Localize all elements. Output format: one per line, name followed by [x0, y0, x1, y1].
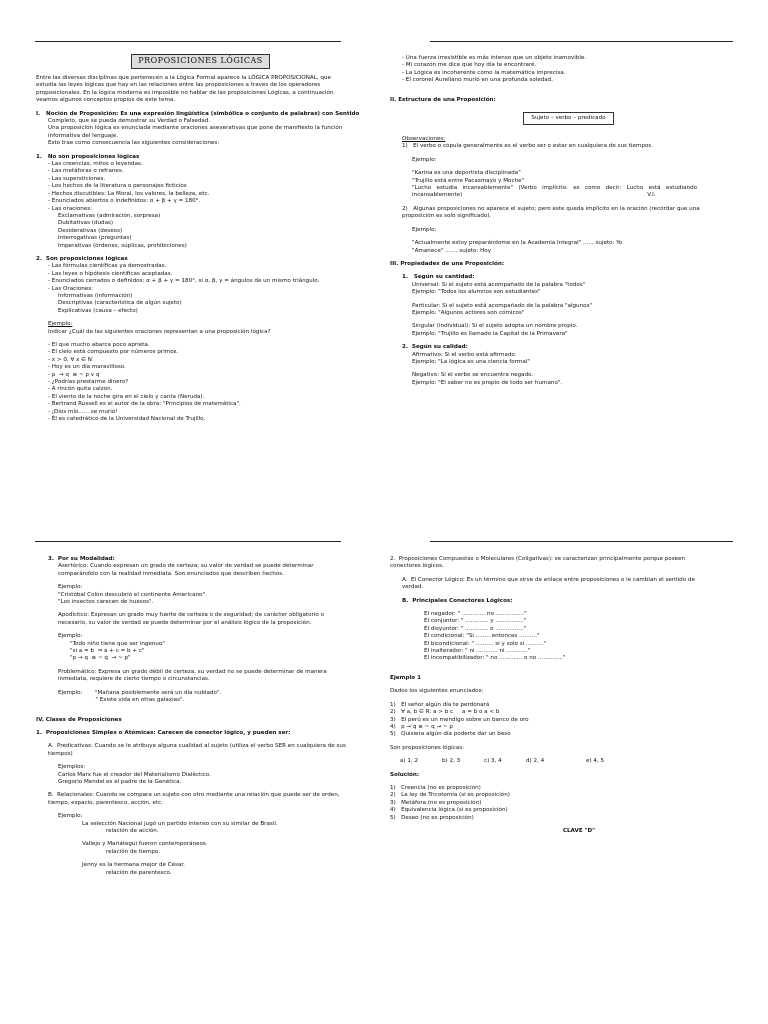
si-son-item: - Enunciados cerrados o definidos: α + β + γ = 180°, si α, β, γ = ángulos de un mismo triángulo.: [48, 278, 320, 285]
no-son-heading: 1. No son proposiciones lógicas: [36, 153, 140, 160]
intro-line: estudia las leyes lógicas que hay en las relaciones entre las proposiciones a través de los operadores: [36, 82, 321, 89]
conector-line: verdad.: [402, 584, 424, 591]
solucion-item: 2) La ley de Tricotomía (si es proposición): [390, 792, 510, 799]
compuestas-text: [390, 556, 738, 571]
cantidad-heading: 1. Según su cantidad:: [402, 274, 475, 281]
example-question: Indicar ¿Cuál de las siguientes oraciones representan a una proposición lógica?: [48, 328, 271, 335]
modalidad-heading: 3. Por su Modalidad:: [48, 556, 115, 562]
propiedades-heading: III. Propiedades de una Proposición:: [390, 260, 505, 267]
relacionales-example-label: Ejemplo:: [58, 813, 83, 820]
observacion-1-example: "Trujillo está entre Pacasmayo y Moche": [412, 177, 525, 184]
alternative-option: d) 2, 4: [526, 758, 545, 765]
calidad-heading: 2. Según su calidad:: [402, 344, 468, 351]
relacion-type: relación de parentesco.: [106, 869, 172, 876]
predicativas-example: Gregorio Mendel es el padre de la Genética.: [58, 778, 182, 785]
no-son-item: - Enunciados abiertos o indefinidos: α + β + γ = 180°.: [48, 198, 201, 205]
apodictico-line: necesario, su valor de verdad se puede determinar por el análisis lógico de la proposición.: [58, 619, 312, 626]
no-son-list: [36, 161, 381, 213]
asertorico-examples: [36, 592, 386, 607]
intro-line: veamos algunos conceptos propios de este tema.: [36, 97, 176, 104]
example-label: Ejemplo:: [48, 321, 73, 328]
relacion-type: relación de tiempo.: [106, 848, 161, 855]
observacion-2-example-label: Ejemplo:: [412, 226, 437, 233]
alternative-option: e) 4, 5: [586, 758, 605, 765]
conector-definition: [390, 577, 738, 592]
conector-item: El bicondicional: " .......... si y solo si ..........": [424, 640, 547, 647]
predicativas-line: tiempos): [48, 750, 73, 757]
conector-item: El conjuntor: " ............. y ................": [424, 618, 527, 625]
intro-line: proposicionales. En la lógica moderna es imposible no hablar de las proposiciones Lógicas, a continuación: [36, 89, 334, 96]
example-item: - p → q ≡ ~ p v q: [48, 371, 100, 378]
calidad-example: Ejemplo: "El saber no es propio de todo ser humano".: [412, 379, 563, 386]
calidad-list: [390, 352, 735, 394]
estructura-heading: II. Estructura de una Proposición:: [390, 96, 496, 103]
conector-item: El incompatibilizador: " no ............. o no ..............": [424, 655, 566, 662]
no-son-sublist: [36, 213, 381, 250]
calidad-definition: Negativo: Si el verbo se encuentra negado.: [412, 372, 534, 379]
conector-item: El disyuntor: " ............. o ................": [424, 625, 527, 632]
alternatives-row: [390, 758, 738, 765]
solucion-item: 3) Metáfora (no es proposición): [390, 799, 482, 806]
solucion-item: 4) Equivalencia lógica (si es proposición): [390, 807, 508, 814]
cantidad-example: Ejemplo: "Trujillo es llamado la Capital de la Primavera": [412, 330, 568, 337]
observacion-2: [390, 206, 735, 221]
enunciado-item: 3) El perú es un mendigo sobre un banco de oro: [390, 716, 529, 723]
solucion-heading: Solución:: [390, 771, 420, 778]
conectores-list: [390, 611, 738, 663]
si-son-item: - Las fórmulas científicas ya demostradas.: [48, 263, 167, 270]
alternative-option: b) 2, 3: [442, 758, 461, 765]
apodictico-example: "p → q ≡ ~ q → ~ p": [70, 655, 131, 662]
calidad-example: Ejemplo: "La lógica es una ciencia formal": [412, 358, 530, 365]
observacion-1-example: "Lucho estudia incansablemente" (Verbo implícito: es como decir: Lucho está estudiando: [412, 185, 698, 192]
relacionales-line: B. Relacionales: Cuando se compara un sujeto con otro mediante una relación que puede ser de orden,: [48, 792, 340, 799]
example-item: - A rincón quita calzón.: [48, 386, 113, 393]
si-son-subitem: Descriptivas (característica de algún sujeto): [58, 300, 182, 307]
example-item: - Una fuerza irresistible es más intenso que un objeto inamovible.: [402, 55, 587, 61]
problematico-example: Ejemplo: "Mañana posiblemente será un día nublado".: [58, 689, 222, 696]
example-item: - Mi corazón me dice que hoy día te encontraré.: [402, 62, 537, 69]
cantidad-example: Ejemplo: "Algunos actores son cómicos": [412, 309, 525, 316]
conector-item: El condicional: "Si ........ entonces ..........": [424, 633, 540, 640]
si-son-item: - Las leyes o hipótesis científicas aceptadas.: [48, 270, 173, 277]
son-proposiciones-text: Son proposiciones lógicas:: [390, 744, 465, 751]
predicativas-text: [36, 743, 386, 758]
intro-paragraph: [36, 75, 381, 105]
enunciado-item: 2) ∀ a, b ∈ R: a > b c a = b o a < b: [390, 709, 500, 716]
example-list: [36, 342, 381, 423]
observacion-1-examples: [390, 170, 735, 200]
asertorico-text: [36, 563, 386, 578]
solucion-list: [390, 785, 738, 822]
no-son-subitem: Interrogativas (preguntas): [58, 235, 132, 242]
observacion-1-example: incansablemente) V.I.: [412, 192, 656, 199]
example-item: - El viento de la noche gira en el cielo y canta (Neruda).: [48, 393, 205, 400]
apodictico-example-label: Ejemplo:: [58, 633, 83, 640]
nocion-text: [36, 118, 381, 148]
enunciado-item: 5) Quisiera algún día poderte dar un beso: [390, 731, 511, 738]
observacion-2-line: 2) Algunas proposiciones no aparece el sujeto; pero este queda implícito en la oración (recordar que una: [402, 205, 700, 212]
si-son-subitem: Informativas (información): [58, 292, 133, 299]
quadrant-top-right: [390, 55, 735, 393]
si-son-sublist: [36, 293, 381, 315]
predicativas-example: Carlos Marx fue el creador del Materialismo Dialéctico.: [58, 771, 211, 778]
relacionales-examples: [36, 821, 386, 883]
si-son-item: - Las Oraciones:: [48, 285, 94, 292]
relacionales-text: [36, 792, 386, 807]
nocion-heading: I. Noción de Proposición: Es una expresión lingüística (simbólica o conjunto de palabras) con Sentido: [36, 110, 360, 117]
no-son-subitem: Dubitativas (dudas): [58, 220, 114, 227]
asertorico-line: Asertórico: Cuando expresan un grado de certeza; su valor de verdad se puede determinar: [58, 563, 314, 570]
asertorico-example-label: Ejemplo:: [58, 584, 83, 591]
no-son-subitem: Exclamativas (admiración, sorpresa): [58, 212, 161, 219]
observacion-2-examples: [390, 240, 735, 255]
rule-top-right: [430, 41, 733, 42]
solucion-item: 5) Deseo (no es proposición): [390, 814, 474, 821]
asertorico-line: comparándolo con la realidad inmediata. Son enunciados que describen hechos.: [58, 570, 284, 577]
example-item: - El cielo está compuesto por números primos.: [48, 349, 179, 356]
problematico-example: " Existe vida en otras galaxias".: [58, 697, 185, 704]
example-item: - x > 0, ∀ x ∈ N: [48, 356, 92, 363]
quadrant-bottom-left: [36, 556, 386, 883]
relacionales-line: tiempo, espacio, parentesco, acción, etc.: [48, 799, 163, 806]
cantidad-list: [390, 282, 735, 344]
apodictico-example: "si a = b ⇒ a + c = b + c": [70, 648, 145, 655]
alternative-option: a) 1, 2: [400, 758, 419, 765]
apodictico-examples: [36, 641, 386, 663]
observacion-2-example: "Actualmente estoy preparándome en la Academia Integral" ...... sujeto: Yo: [412, 240, 623, 247]
asertorico-example: "Los insectos carecen de huesos".: [58, 599, 154, 606]
example-item: - Bertrand Russell es el autor de la obra: "Principios de matemática".: [48, 401, 241, 408]
relacion-example: Vallejo y Mariátegui fueron contemporáneos.: [82, 841, 208, 848]
problematico-line: Problemático: Expresa un grado débil de certeza, su verdad no se puede determinar de manera: [58, 668, 327, 675]
no-son-subitem: Desiderativas (deseos): [58, 227, 123, 234]
apodictico-text: [36, 612, 386, 627]
rule-mid-left: [35, 541, 341, 542]
cantidad-example: Ejemplo: "Todos los alumnos son estudiantes": [412, 289, 541, 296]
observacion-2-line: proposición es solo significado).: [402, 213, 492, 220]
si-son-list: [36, 263, 381, 293]
alternative-option: c) 3, 4: [484, 758, 502, 765]
example-item: - El que mucho abarca poco aprieta.: [48, 342, 150, 348]
relacion-example: La selección Nacional jugó un partido intenso con su similar de Brasil.: [82, 820, 278, 827]
solucion-item: 1) Creencia (no es proposición): [390, 784, 481, 791]
compuestas-line: 2. Proposiciones Compuestas o Moleculares (Coligativas): se caracterizan principalmente porque poseen: [390, 556, 686, 562]
si-son-subitem: Explicativas (causa – efecto): [58, 307, 138, 314]
enunciado-item: 1) El señor algún día te perdonará: [390, 701, 490, 708]
problematico-line: inmediata, requiere de cierto tiempo o circunstancias.: [58, 676, 210, 683]
clases-heading: IV. Clases de Proposiciones: [36, 716, 122, 723]
example-item: - El coronel Aureliano murió en una profunda soledad.: [402, 77, 554, 84]
observaciones-heading: Observaciones:: [402, 136, 446, 143]
conector-line: A. El Conector Lógico: Es un término que sirve de enlace entre proposiciones o le cambian el sentido de: [402, 576, 695, 583]
predicativas-example-label: Ejemplos:: [58, 764, 86, 771]
no-son-item: - Hechos discutibles: La Moral, los valores, la belleza, etc.: [48, 190, 210, 197]
no-son-item: - Las supersticiones.: [48, 175, 106, 182]
document-title: PROPOSICIONES LÓGICAS: [131, 54, 270, 69]
ejemplo-1-heading: Ejemplo 1: [390, 674, 421, 681]
intro-line: Entre las diversas disciplinas que pertenecen a la Lógica Formal aparece la LÓGICA PROPOSICIONAL, que: [36, 75, 331, 81]
observacion-1: 1) El verbo o cópula generalmente es el verbo ser o estar en cualquiera de sus tiempos.: [402, 143, 653, 150]
clave-answer: CLAVE "D": [562, 827, 596, 834]
problematico-examples: [36, 690, 386, 705]
problematico-text: [36, 669, 386, 684]
observacion-1-example: "Karina es una deportista disciplinada": [412, 170, 521, 177]
apodictico-line: Apodíctico: Expresan un grado muy fuerte de certeza o de seguridad; de carácter obligatorio o: [58, 612, 324, 619]
example-item: - Hoy es un día maravilloso.: [48, 364, 126, 371]
conector-item: El inalterador: " ni ............ ni ............": [424, 648, 531, 655]
asertorico-example: "Cristóbal Colón descubrió el continente Americano".: [58, 591, 207, 598]
example-list-continued: [390, 55, 735, 85]
quadrant-top-left: [36, 75, 381, 423]
relacion-example: Jenny es la hermana mejor de César.: [82, 862, 185, 869]
example-item: - La Lógica es incoherente como la matemática imprecisa.: [402, 69, 566, 76]
calidad-definition: Afirmativo: Si el verbo está afirmado.: [412, 351, 517, 358]
enunciados-list: [390, 702, 738, 739]
simples-heading: 1. Proposiciones Simples o Atómicas: Carecen de conector lógico, y pueden ser:: [36, 729, 291, 736]
cantidad-definition: Universal: Si el sujeto está acompañado de la palabra "todos": [412, 281, 586, 288]
example-item: - Él es catedrático de la Universidad Nacional de Trujillo.: [48, 416, 206, 423]
si-son-heading: 2. Son proposiciones lógicas: [36, 255, 128, 262]
example-item: - ¿Podrías prestarme dinero?: [48, 379, 129, 386]
estructura-box: Sujeto – verbo – predicado: [523, 112, 614, 125]
enunciado-item: 4) p → q ≡ ~ q → ~ p: [390, 723, 453, 730]
nocion-line: Completo, que se pueda demostrar su Verdad o Falsedad.: [48, 118, 211, 125]
no-son-item: - Las metáforas o refranes.: [48, 168, 124, 175]
observacion-1-example-label: Ejemplo:: [412, 156, 437, 163]
conectores-heading: B. Principales Conectores Lógicos:: [402, 597, 513, 604]
nocion-line: Esto trae como consecuencia las siguientes consideraciones:: [48, 140, 220, 147]
no-son-subitem: Imperativas (órdenes, súplicas, prohibiciones): [58, 242, 187, 249]
conector-item: El negador: " ............. no ................": [424, 611, 527, 618]
no-son-item: - Los hechos de la literatura o personajes ficticios: [48, 183, 187, 190]
relacion-type: relación de acción.: [106, 827, 159, 834]
dados-text: Dados los siguientes enunciados:: [390, 688, 484, 695]
rule-mid-right: [430, 541, 733, 542]
cantidad-definition: Particular: Si el sujeto está acompañado de la palabra "algunos": [412, 302, 593, 309]
nocion-line: Una proposición lógica es enunciada mediante oraciones aseverativas que pone de manifiesto la función: [48, 125, 343, 132]
cantidad-definition: Singular (individual): Si el sujeto adopta un nombre propio.: [412, 323, 578, 330]
compuestas-line: conectores lógicos.: [390, 563, 444, 570]
no-son-item: - Las oraciones:: [48, 205, 93, 212]
example-item: - ¡Dios mío...... se murió!: [48, 408, 118, 415]
apodictico-example: "Todo niño tiene que ser ingenuo": [70, 640, 165, 647]
no-son-item: - Las creencias, mitos o leyendas.: [48, 161, 143, 168]
nocion-line: informativa del lenguaje.: [48, 132, 118, 139]
observacion-2-example: "Amanece" ....... sujeto: Hoy: [412, 247, 492, 254]
predicativas-line: A. Predicativas: Cuando se le atribuye alguna cualidad al sujeto (utiliza el verbo SER en cualquiera de sus: [48, 743, 346, 750]
quadrant-bottom-right: [390, 556, 738, 835]
predicativas-examples: [36, 772, 386, 787]
rule-top-left: [35, 41, 341, 42]
